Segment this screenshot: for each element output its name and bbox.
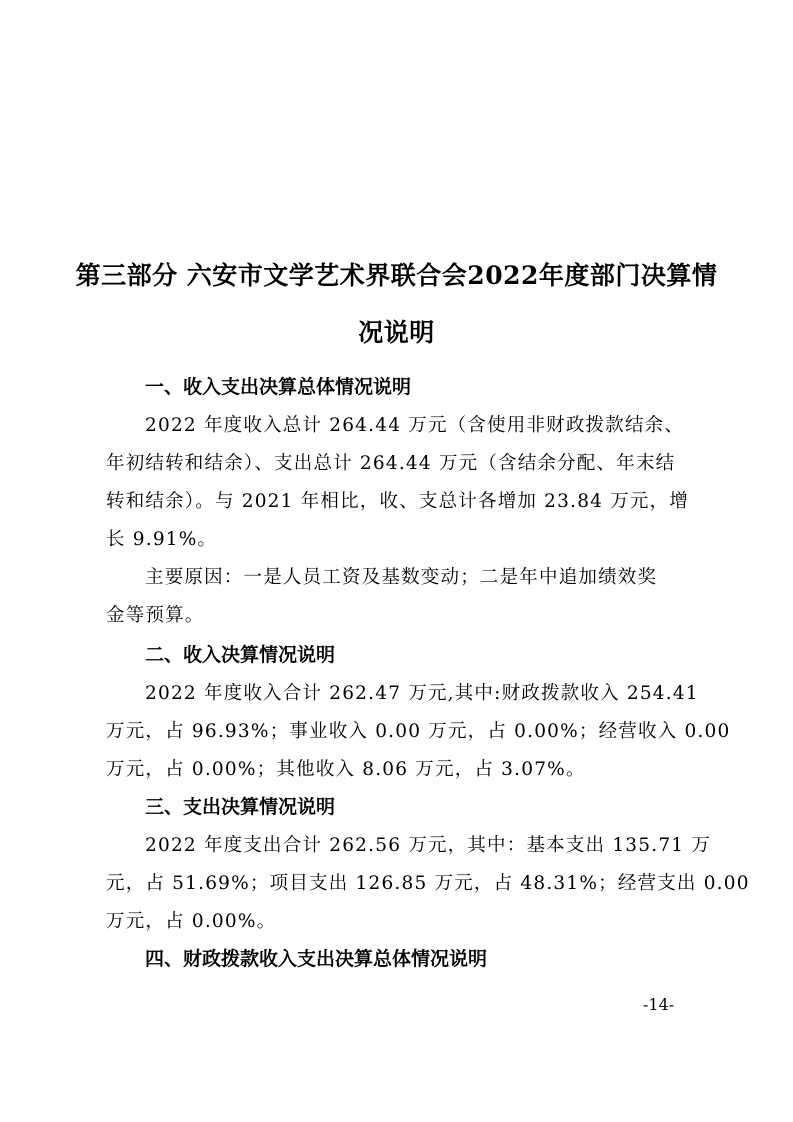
section-heading-expenditure: 三、支出决算情况说明: [145, 796, 336, 818]
paragraph-line: 金等预算。: [106, 605, 205, 626]
paragraph-line: 2022 年度收入总计 264.44 万元（含使用非财政拨款结余、: [145, 415, 685, 436]
paragraph-line: 长 9.91%。: [106, 529, 218, 550]
paragraph-line: 万元，占 0.00%。: [106, 911, 277, 932]
paragraph-line: 转和结余）。与 2021 年相比，收、支总计各增加 23.84 万元，增: [106, 491, 690, 512]
document-title-line-2: 况说明: [358, 318, 435, 347]
paragraph-line: 万元，占 96.93%；事业收入 0.00 万元，占 0.00%；经营收入 0.00: [106, 721, 731, 742]
section-heading-fiscal-appropriation: 四、财政拨款收入支出决算总体情况说明: [145, 948, 488, 970]
page-number: -14-: [643, 995, 675, 1014]
paragraph-line: 万元，占 0.00%；其他收入 8.06 万元，占 3.07%。: [106, 759, 586, 780]
paragraph-line: 年初结转和结余）、支出总计 264.44 万元（含结余分配、年末结: [106, 453, 676, 474]
section-heading-income-expenditure-overview: 一、收入支出决算总体情况说明: [145, 376, 412, 398]
paragraph-line: 2022 年度收入合计 262.47 万元,其中:财政拨款收入 254.41: [145, 683, 699, 704]
paragraph-line: 元，占 51.69%；项目支出 126.85 万元，占 48.31%；经营支出 0.00: [106, 873, 750, 894]
paragraph-line: 2022 年度支出合计 262.56 万元，其中：基本支出 135.71 万: [145, 835, 712, 856]
section-heading-income: 二、收入决算情况说明: [145, 644, 336, 666]
document-title-line-1: 第三部分 六安市文学艺术界联合会2022年度部门决算情: [75, 261, 718, 290]
paragraph-line: 主要原因：一是人员工资及基数变动；二是年中追加绩效奖: [145, 567, 658, 588]
